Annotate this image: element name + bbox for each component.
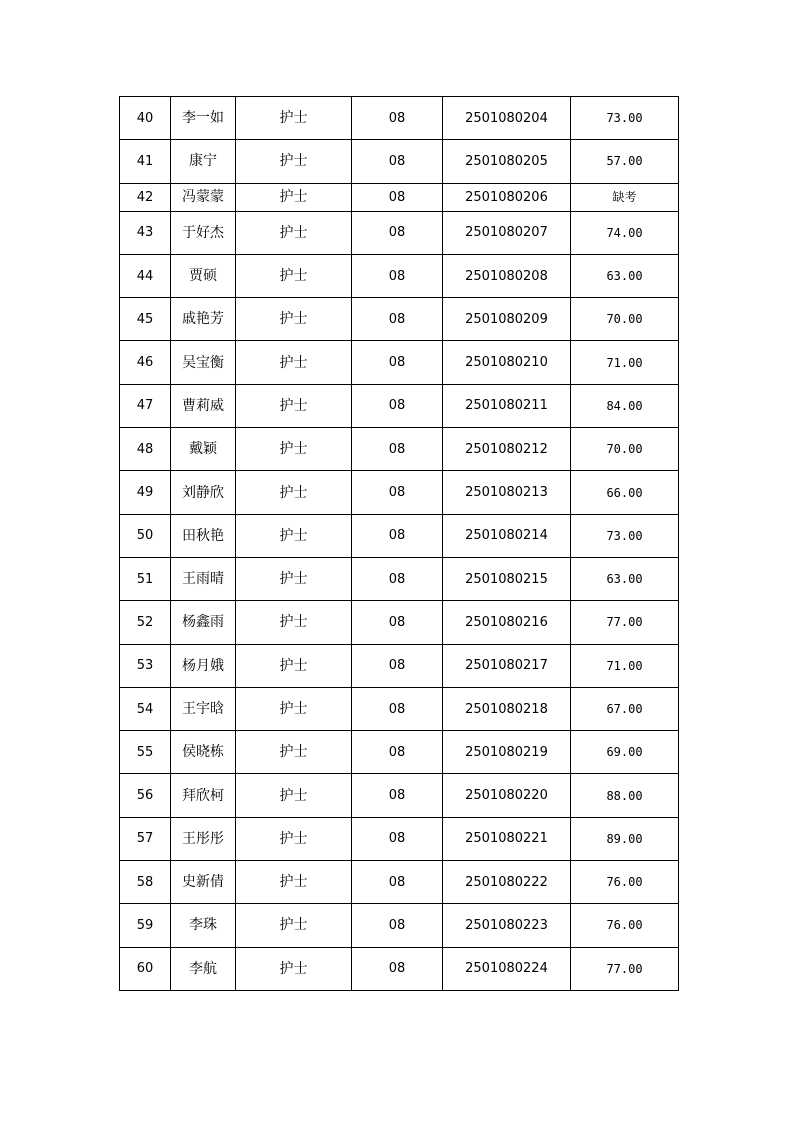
position-cell: 护士 — [236, 601, 352, 644]
name-cell: 杨月娥 — [171, 644, 236, 687]
position-code-cell: 08 — [352, 341, 443, 384]
table-row — [120, 384, 679, 427]
score-cell: 69.00 — [571, 731, 679, 774]
score-cell: 73.00 — [571, 97, 679, 140]
row-number-cell: 41 — [120, 140, 171, 183]
position-code-cell: 08 — [352, 211, 443, 254]
table-row — [120, 140, 679, 183]
row-number-cell: 49 — [120, 471, 171, 514]
table-body — [120, 97, 679, 991]
position-cell: 护士 — [236, 298, 352, 341]
position-code-cell: 08 — [352, 428, 443, 471]
position-cell: 护士 — [236, 384, 352, 427]
position-cell: 护士 — [236, 731, 352, 774]
table-row — [120, 774, 679, 817]
position-cell: 护士 — [236, 947, 352, 990]
position-code-cell: 08 — [352, 817, 443, 860]
score-cell: 63.00 — [571, 254, 679, 297]
score-cell: 74.00 — [571, 211, 679, 254]
position-code-cell: 08 — [352, 557, 443, 600]
ticket-number-cell: 2501080214 — [443, 514, 571, 557]
row-number-cell: 42 — [120, 183, 171, 211]
name-cell: 王雨晴 — [171, 557, 236, 600]
ticket-number-cell: 2501080222 — [443, 861, 571, 904]
position-code-cell: 08 — [352, 687, 443, 730]
position-cell: 护士 — [236, 644, 352, 687]
score-cell: 67.00 — [571, 687, 679, 730]
name-cell: 刘静欣 — [171, 471, 236, 514]
score-cell: 57.00 — [571, 140, 679, 183]
position-code-cell: 08 — [352, 904, 443, 947]
position-cell: 护士 — [236, 687, 352, 730]
table-row — [120, 298, 679, 341]
ticket-number-cell: 2501080206 — [443, 183, 571, 211]
position-code-cell: 08 — [352, 254, 443, 297]
table-row — [120, 557, 679, 600]
position-code-cell: 08 — [352, 774, 443, 817]
name-cell: 王彤彤 — [171, 817, 236, 860]
ticket-number-cell: 2501080223 — [443, 904, 571, 947]
ticket-number-cell: 2501080205 — [443, 140, 571, 183]
name-cell: 拜欣柯 — [171, 774, 236, 817]
table-row — [120, 254, 679, 297]
position-cell: 护士 — [236, 183, 352, 211]
table-row — [120, 644, 679, 687]
position-cell: 护士 — [236, 211, 352, 254]
ticket-number-cell: 2501080207 — [443, 211, 571, 254]
ticket-number-cell: 2501080212 — [443, 428, 571, 471]
position-code-cell: 08 — [352, 644, 443, 687]
score-table — [119, 96, 679, 991]
score-cell: 88.00 — [571, 774, 679, 817]
position-cell: 护士 — [236, 428, 352, 471]
position-cell: 护士 — [236, 514, 352, 557]
ticket-number-cell: 2501080221 — [443, 817, 571, 860]
position-cell: 护士 — [236, 254, 352, 297]
name-cell: 冯蒙蒙 — [171, 183, 236, 211]
name-cell: 王宇晗 — [171, 687, 236, 730]
table-row — [120, 601, 679, 644]
row-number-cell: 51 — [120, 557, 171, 600]
ticket-number-cell: 2501080208 — [443, 254, 571, 297]
ticket-number-cell: 2501080213 — [443, 471, 571, 514]
position-code-cell: 08 — [352, 861, 443, 904]
row-number-cell: 57 — [120, 817, 171, 860]
row-number-cell: 47 — [120, 384, 171, 427]
position-code-cell: 08 — [352, 471, 443, 514]
position-code-cell: 08 — [352, 298, 443, 341]
row-number-cell: 45 — [120, 298, 171, 341]
ticket-number-cell: 2501080218 — [443, 687, 571, 730]
score-cell: 71.00 — [571, 644, 679, 687]
score-cell: 70.00 — [571, 298, 679, 341]
position-cell: 护士 — [236, 904, 352, 947]
row-number-cell: 43 — [120, 211, 171, 254]
table-row — [120, 428, 679, 471]
position-code-cell: 08 — [352, 601, 443, 644]
name-cell: 李一如 — [171, 97, 236, 140]
table-row — [120, 904, 679, 947]
position-cell: 护士 — [236, 817, 352, 860]
row-number-cell: 46 — [120, 341, 171, 384]
position-cell: 护士 — [236, 861, 352, 904]
row-number-cell: 56 — [120, 774, 171, 817]
score-cell: 76.00 — [571, 904, 679, 947]
position-cell: 护士 — [236, 341, 352, 384]
position-code-cell: 08 — [352, 384, 443, 427]
row-number-cell: 52 — [120, 601, 171, 644]
ticket-number-cell: 2501080204 — [443, 97, 571, 140]
score-cell: 77.00 — [571, 947, 679, 990]
score-cell: 缺考 — [571, 183, 679, 211]
table-row — [120, 183, 679, 211]
name-cell: 康宁 — [171, 140, 236, 183]
row-number-cell: 55 — [120, 731, 171, 774]
position-code-cell: 08 — [352, 140, 443, 183]
row-number-cell: 60 — [120, 947, 171, 990]
table-row — [120, 341, 679, 384]
ticket-number-cell: 2501080211 — [443, 384, 571, 427]
score-cell: 89.00 — [571, 817, 679, 860]
table-row — [120, 731, 679, 774]
ticket-number-cell: 2501080224 — [443, 947, 571, 990]
ticket-number-cell: 2501080220 — [443, 774, 571, 817]
table-row — [120, 471, 679, 514]
position-cell: 护士 — [236, 557, 352, 600]
position-cell: 护士 — [236, 774, 352, 817]
position-cell: 护士 — [236, 97, 352, 140]
score-cell: 70.00 — [571, 428, 679, 471]
ticket-number-cell: 2501080216 — [443, 601, 571, 644]
score-cell: 63.00 — [571, 557, 679, 600]
score-cell: 77.00 — [571, 601, 679, 644]
score-cell: 84.00 — [571, 384, 679, 427]
name-cell: 杨鑫雨 — [171, 601, 236, 644]
row-number-cell: 58 — [120, 861, 171, 904]
table-row — [120, 817, 679, 860]
ticket-number-cell: 2501080219 — [443, 731, 571, 774]
score-cell: 76.00 — [571, 861, 679, 904]
name-cell: 李航 — [171, 947, 236, 990]
row-number-cell: 59 — [120, 904, 171, 947]
name-cell: 曹莉威 — [171, 384, 236, 427]
name-cell: 吴宝衡 — [171, 341, 236, 384]
ticket-number-cell: 2501080217 — [443, 644, 571, 687]
score-cell: 73.00 — [571, 514, 679, 557]
name-cell: 贾硕 — [171, 254, 236, 297]
position-code-cell: 08 — [352, 731, 443, 774]
name-cell: 于好杰 — [171, 211, 236, 254]
score-cell: 66.00 — [571, 471, 679, 514]
position-code-cell: 08 — [352, 514, 443, 557]
position-code-cell: 08 — [352, 947, 443, 990]
name-cell: 侯晓栋 — [171, 731, 236, 774]
ticket-number-cell: 2501080209 — [443, 298, 571, 341]
score-cell: 71.00 — [571, 341, 679, 384]
position-cell: 护士 — [236, 140, 352, 183]
table-row — [120, 861, 679, 904]
table-row — [120, 687, 679, 730]
position-code-cell: 08 — [352, 183, 443, 211]
name-cell: 田秋艳 — [171, 514, 236, 557]
table-row — [120, 947, 679, 990]
row-number-cell: 44 — [120, 254, 171, 297]
name-cell: 戴颖 — [171, 428, 236, 471]
row-number-cell: 48 — [120, 428, 171, 471]
ticket-number-cell: 2501080210 — [443, 341, 571, 384]
table-row — [120, 97, 679, 140]
row-number-cell: 50 — [120, 514, 171, 557]
ticket-number-cell: 2501080215 — [443, 557, 571, 600]
position-cell: 护士 — [236, 471, 352, 514]
row-number-cell: 54 — [120, 687, 171, 730]
table-row — [120, 211, 679, 254]
position-code-cell: 08 — [352, 97, 443, 140]
name-cell: 李珠 — [171, 904, 236, 947]
name-cell: 史新倩 — [171, 861, 236, 904]
row-number-cell: 40 — [120, 97, 171, 140]
table-row — [120, 514, 679, 557]
row-number-cell: 53 — [120, 644, 171, 687]
name-cell: 戚艳芳 — [171, 298, 236, 341]
